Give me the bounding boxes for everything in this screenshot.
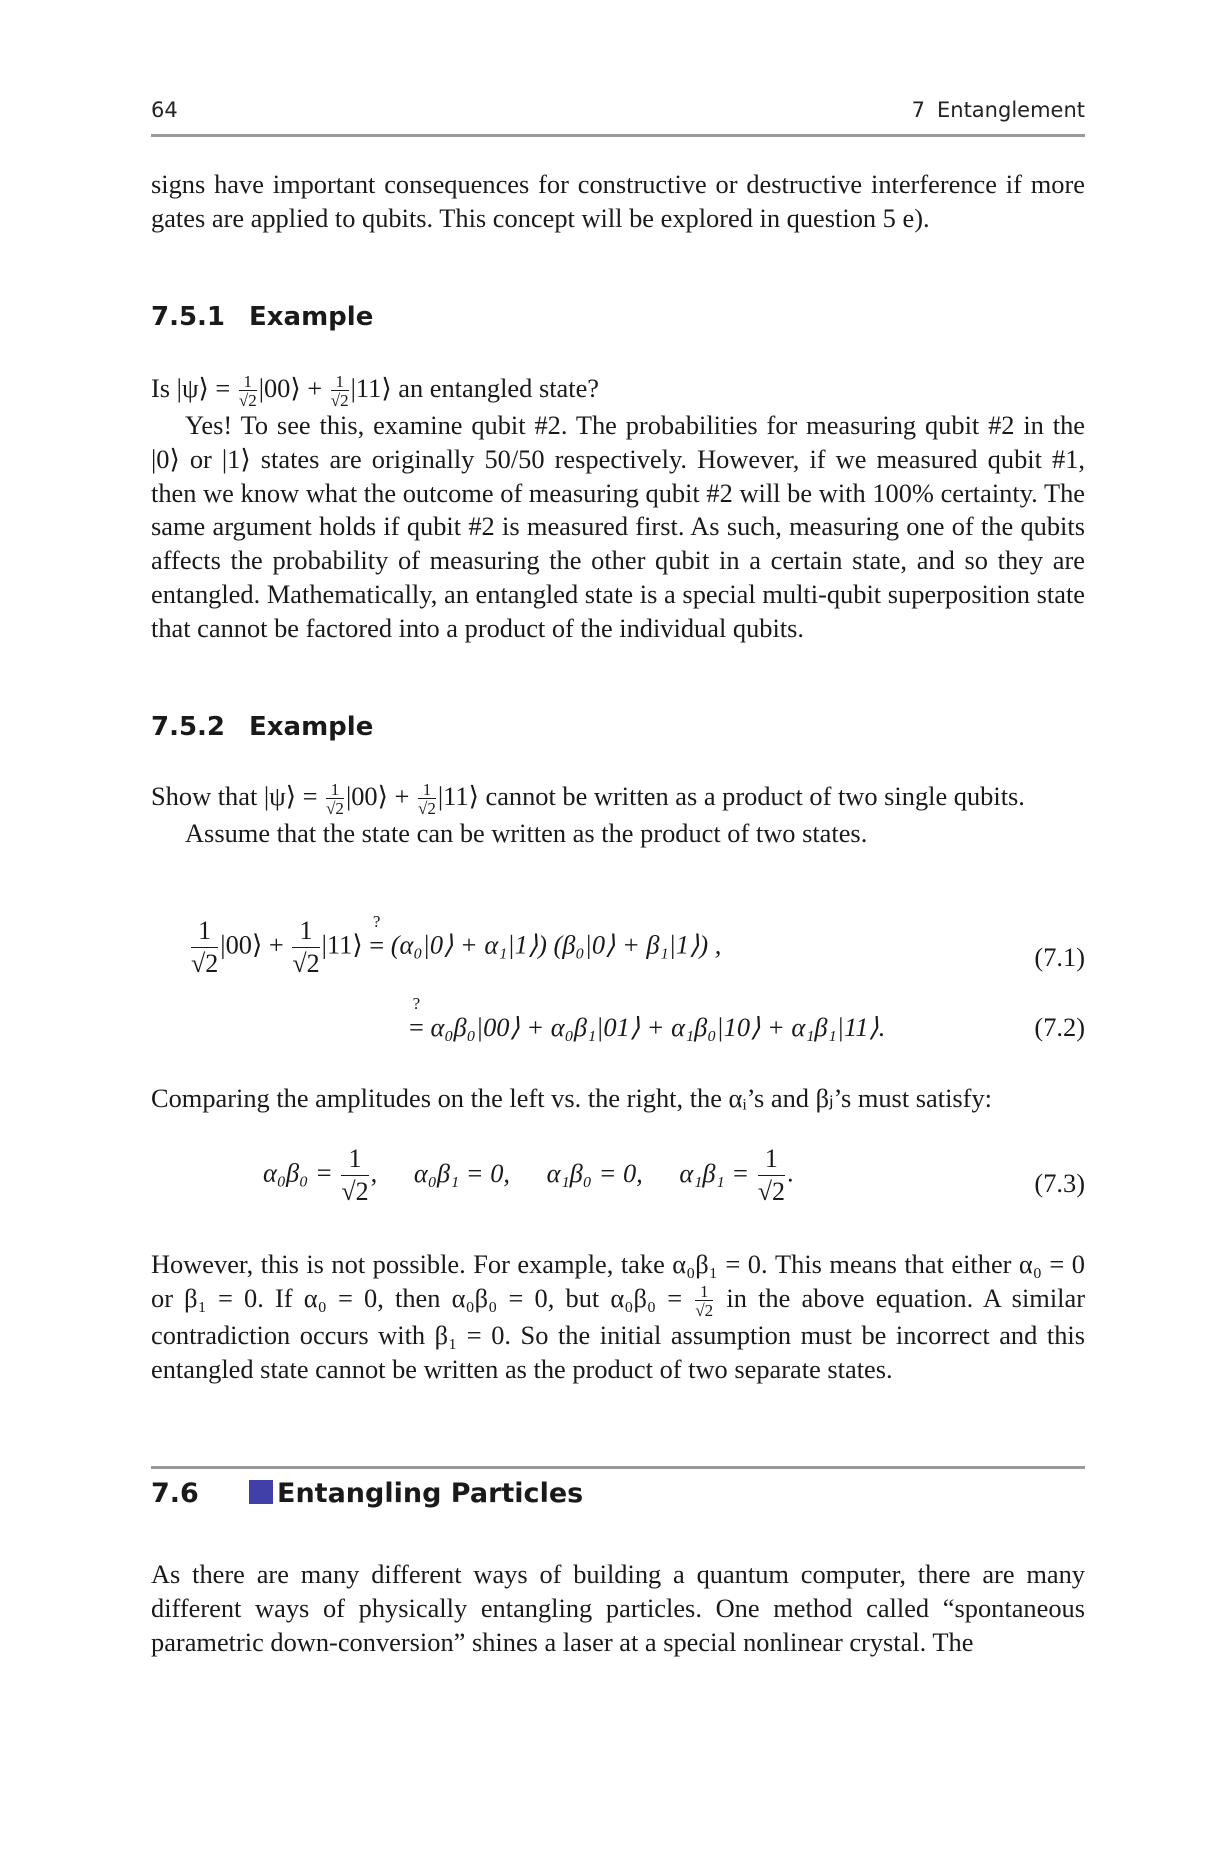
header-rule [151, 134, 1085, 137]
equation-7-3 [151, 1146, 1085, 1226]
equation-term: α₀β₀ = [263, 1157, 333, 1188]
chapter-heading [900, 98, 1085, 122]
show-line [151, 780, 1085, 817]
question-equals [409, 994, 424, 1043]
section-heading-7-6 [151, 1478, 583, 1509]
question-mark: ? [412, 994, 421, 1013]
equation-term: α₁β₀ = 0, [546, 1157, 643, 1188]
chapter-title: Entanglement [937, 98, 1085, 122]
section-7-6-text: As there are many different ways of building a quantum computer, there are many different ways of physically entangling particles. One method called “spontaneous parametric down-conversion” shines a laser at a special nonlinear crystal. The [151, 1559, 1085, 1657]
fraction-numerator: 1 [292, 918, 319, 948]
equation-tag: (7.3) [1034, 1168, 1085, 1198]
plus-sign: + [307, 373, 323, 403]
equation-7-1 [151, 911, 1085, 998]
however-part-1: However, this is not possible. For example, take α₀β₁ = 0. This means that either α₀ = 0 or β₁ = 0. If α₀ = 0, then α₀β₀ = 0, but α₀β₀ = [151, 1249, 1085, 1313]
equation-body [189, 911, 722, 978]
fraction-denominator: √2 [695, 1300, 714, 1320]
section-number: 7.5.2 [151, 712, 226, 742]
fraction-denominator: √2 [757, 1177, 786, 1206]
equation-rhs: (α₀|0⟩ + α₁|1⟩) (β₀|0⟩ + β₁|1⟩) , [390, 929, 722, 960]
question-mark: ? [372, 911, 381, 931]
section-title: Entangling Particles [277, 1478, 584, 1509]
fraction-denominator: √2 [326, 798, 344, 818]
fraction [341, 1146, 368, 1205]
section-heading-7-5-2 [151, 712, 373, 742]
question-equals [369, 911, 385, 961]
plus-sign: + [394, 781, 410, 811]
ket: |11⟩ [437, 781, 479, 811]
running-head [151, 98, 1085, 128]
question-prefix: Is |ψ⟩ = [151, 373, 231, 403]
fraction-denominator: √2 [191, 949, 219, 978]
section-square-icon [249, 1480, 273, 1504]
fraction-denominator: √2 [292, 949, 320, 978]
equals-sign: = [409, 1012, 424, 1042]
however-text [151, 1248, 1085, 1386]
answer-paragraph: Yes! To see this, examine qubit #2. The probabilities for measuring qubit #2 in the |0⟩ or |1⟩ states are originally 50/50 respectively. However, if we measured qubit #1, then we know what the outcome of measuring qubit #2 will be with 100% certainty. The same argument holds if qubit #2 is measured first. As such, measuring one of the qubits affects the probability of measuring the other qubit in a certain state, and so they are entangled. Mathematically, an entangled state is a special multi-qubit superposition state that cannot be factored into a product of the individual qubits. [151, 409, 1085, 643]
fraction-numerator: 1 [331, 373, 349, 391]
however-part-2: in the above equation. A similar contradiction occurs with β₁ = 0. So the initial assumption must be incorrect and this entangled state cannot be written as the product of two separate states. [151, 1282, 1085, 1384]
question-suffix: an entangled state? [398, 373, 600, 403]
section-7-5-1-body [151, 372, 1085, 646]
intro-text: signs have important consequences for constructive or destructive interference if more gates are applied to qubits. This concept will be explored in question 5 e). [151, 169, 1085, 233]
ket: |11⟩ [321, 929, 363, 960]
ket: |00⟩ [345, 781, 388, 811]
equation-tag: (7.1) [1034, 942, 1085, 972]
fraction-numerator: 1 [239, 373, 257, 391]
fraction [418, 781, 436, 817]
fraction-numerator: 1 [191, 918, 218, 948]
equation-body: α₀β₀ = $\frac{1}{√2}$ , α₀β₁ = 0, α₁β₀ = 0, α₁β₁ = $\frac{1}{√2}$ . [263, 1144, 794, 1206]
intro-paragraph [151, 168, 1085, 236]
fraction-numerator: 1 [695, 1283, 713, 1301]
plus-sign: + [268, 929, 284, 960]
section-7-5-2-body [151, 780, 1085, 851]
fraction-numerator: 1 [758, 1146, 785, 1176]
fraction-denominator: √2 [330, 390, 349, 410]
chapter-number: 7 [911, 98, 925, 122]
fraction [239, 373, 257, 409]
section-title: Example [249, 712, 374, 742]
ket: |11⟩ [350, 373, 392, 403]
fraction [292, 918, 319, 977]
section-heading-7-5-1 [151, 302, 373, 332]
fraction [695, 1283, 713, 1319]
comparing-text: Comparing the amplitudes on the left vs. the right, the αᵢ’s and βⱼ’s must satisfy: [151, 1083, 992, 1113]
ket: |00⟩ [258, 373, 301, 403]
comparing-paragraph [151, 1082, 1085, 1116]
fraction-denominator: √2 [341, 1177, 369, 1206]
equation-body [409, 994, 886, 1043]
show-suffix: cannot be written as a product of two single qubits. [485, 781, 1025, 811]
equation-term: α₁β₁ = [679, 1157, 750, 1188]
ket: |00⟩ [220, 929, 263, 960]
fraction [331, 373, 349, 409]
fraction-denominator: √2 [238, 390, 257, 410]
fraction [191, 918, 218, 977]
fraction-denominator: √2 [418, 798, 436, 818]
fraction [758, 1146, 785, 1205]
section-number: 7.6 [151, 1478, 199, 1509]
section-number: 7.5.1 [151, 302, 226, 332]
fraction-numerator: 1 [341, 1146, 368, 1176]
section-7-6-body [151, 1558, 1085, 1659]
section-rule [151, 1466, 1085, 1469]
fraction [326, 781, 344, 817]
assume-text: Assume that the state can be written as the product of two states. [185, 817, 868, 848]
equation-tag: (7.2) [1034, 1012, 1085, 1042]
fraction-numerator: 1 [326, 781, 344, 799]
page-number: 64 [151, 98, 178, 122]
question-line [151, 372, 1085, 409]
however-paragraph [151, 1248, 1085, 1386]
fraction-numerator: 1 [418, 781, 436, 799]
section-title: Example [249, 302, 374, 332]
equation-term: α₀β₁ = 0, [413, 1157, 511, 1188]
equals-sign: = [369, 929, 385, 960]
equation-rhs: α₀β₀|00⟩ + α₀β₁|01⟩ + α₁β₀|10⟩ + α₁β₁|11⟩. [430, 1012, 886, 1042]
show-prefix: Show that |ψ⟩ = [151, 781, 318, 811]
equation-7-2 [151, 994, 1085, 1052]
